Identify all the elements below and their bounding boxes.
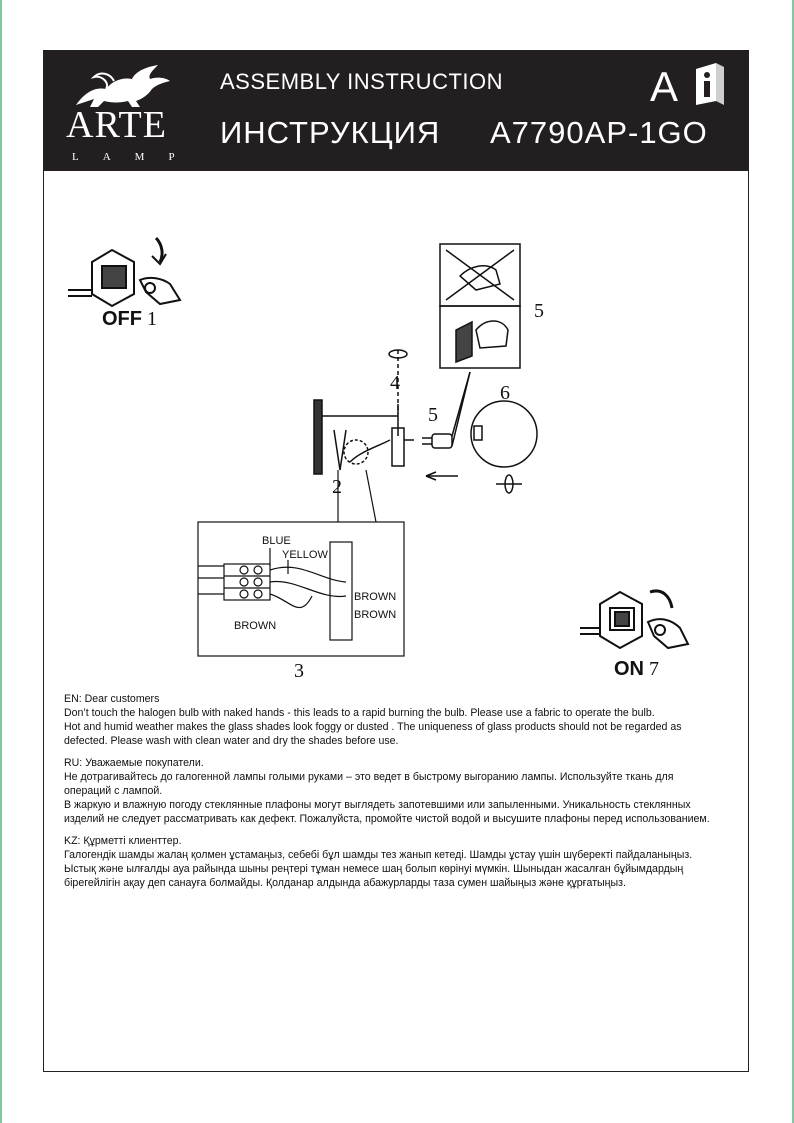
step-5-bulb-label: 5 <box>428 404 438 426</box>
note-line: EN: Dear customers <box>64 693 160 705</box>
brand-subtitle: LAMP <box>72 151 199 163</box>
wire-brown-label-1: BROWN <box>354 591 397 603</box>
model-number: A7790AP-1GO <box>490 115 708 150</box>
note-line: defected. Please wash with clean water and dry the shades before use. <box>64 735 399 747</box>
on-step-number: 7 <box>649 658 659 680</box>
step-off-label <box>102 308 157 331</box>
notes-english <box>64 692 736 748</box>
brand-name: ARTE <box>66 104 167 146</box>
note-line: Галогендік шамды жалаң қолмен ұстамаңыз, себебі бұл шамды тез жанып кетеді. Шамды ұстау үшін шүберекті пайдаланыңыз. <box>64 849 693 861</box>
glass-shade <box>426 401 537 493</box>
note-line: Ыстық және ылғалды ауа райында шыны реңтері тұман немесе шаң болып көрінуі мүмкін. Шыныдан жасалған бұйымдардың <box>64 863 684 875</box>
switch-on-illustration <box>580 591 688 648</box>
title-english: ASSEMBLY INSTRUCTION <box>220 69 504 94</box>
note-line: операций с лампой. <box>64 785 163 797</box>
step-5-panel-label: 5 <box>534 300 544 322</box>
wire-brown-label-2: BROWN <box>354 609 397 621</box>
note-line: RU: Уважаемые покупатели. <box>64 757 204 769</box>
note-line: изделий не следует рассматривать как дефект. Пожалуйста, промойте чистой водой и высушите плафоны перед использованием. <box>64 813 710 825</box>
off-step-number: 1 <box>147 308 157 330</box>
step-3-label: 3 <box>294 660 304 682</box>
step-2-label: 2 <box>332 476 342 498</box>
wall-mount <box>314 350 414 474</box>
note-line: Don’t touch the halogen bulb with naked hands - this leads to a rapid burning the bulb. Please use a fabric to operate the bulb. <box>64 707 655 719</box>
wire-blue-label: BLUE <box>262 535 291 547</box>
off-text: OFF <box>102 308 142 330</box>
notes-russian <box>64 756 736 826</box>
wire-yellow-label: YELLOW <box>282 549 328 561</box>
switch-off-illustration <box>68 238 180 306</box>
title-russian: ИНСТРУКЦИЯ <box>220 115 441 150</box>
on-text: ON <box>614 658 644 680</box>
step-on-label <box>614 658 659 681</box>
note-line: бірегейлігін ақау деп санауға болмайды. Қолданар алдында абажурларды таза сумен шайыңыз және құрғатыңыз. <box>64 877 626 889</box>
notes-kazakh <box>64 834 736 890</box>
step-4-label: 4 <box>390 372 400 394</box>
wire-brown-label-3: BROWN <box>234 620 277 632</box>
note-line: Не дотрагивайтесь до галогенной лампы голыми руками – это ведет в быстрому выгоранию лампы. Используйте ткань для <box>64 771 674 783</box>
bulb-handling-panels <box>440 244 520 368</box>
wiring-detail-box <box>198 470 404 656</box>
note-line: Hot and humid weather makes the glass shades look foggy or dusted . The uniqueness of glass products should not be regarded as <box>64 721 682 733</box>
step-6-label: 6 <box>500 382 510 404</box>
category-letter: A <box>650 63 679 110</box>
note-line: KZ: Құрметті клиенттер. <box>64 835 182 847</box>
note-line: В жаркую и влажную погоду стеклянные плафоны могут выглядеть запотевшими или запыленными. Уникальность стеклянных <box>64 799 691 811</box>
